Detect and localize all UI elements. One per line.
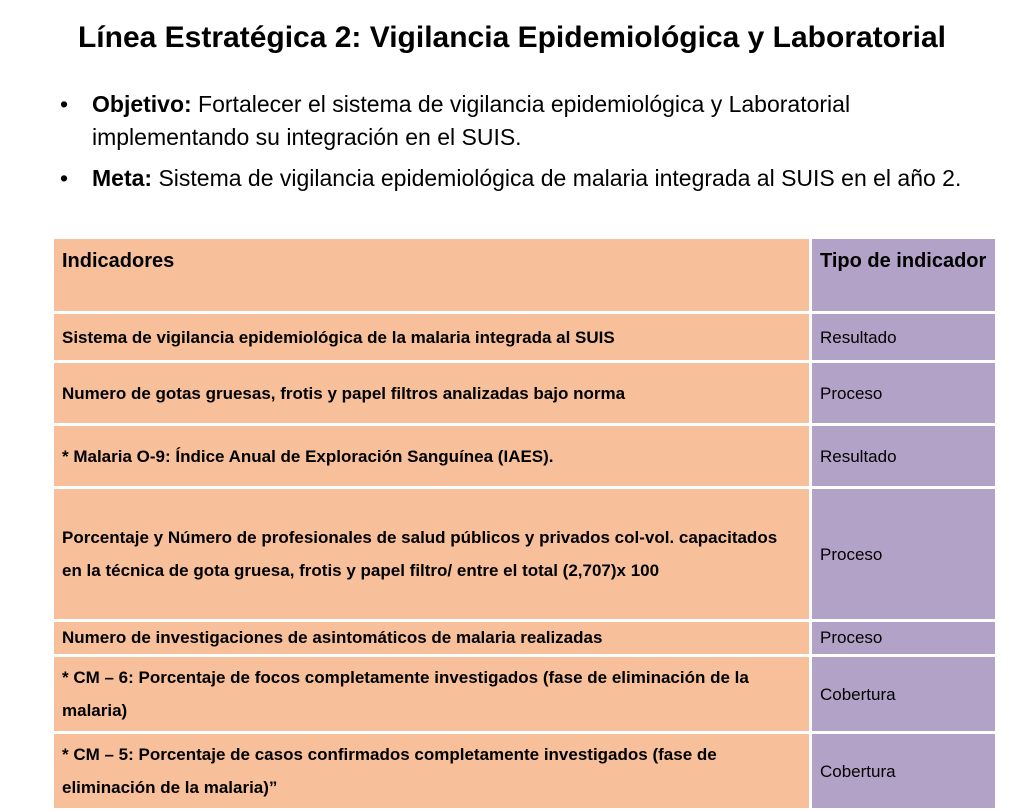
table-row	[53, 656, 997, 733]
bullet-list	[60, 88, 970, 203]
bullet-meta	[60, 162, 970, 195]
indicator-cell: Numero de investigaciones de asintomáticos de malaria realizadas	[53, 621, 811, 656]
bullet-text: Sistema de vigilancia epidemiológica de malaria integrada al SUIS en el año 2.	[152, 165, 962, 191]
type-cell: Proceso	[811, 488, 997, 621]
bullet-dot-icon: •	[60, 91, 69, 117]
indicator-cell: Numero de gotas gruesas, frotis y papel filtros analizadas bajo norma	[53, 362, 811, 425]
indicator-cell: Sistema de vigilancia epidemiológica de la malaria integrada al SUIS	[53, 313, 811, 362]
table-row	[53, 488, 997, 621]
indicators-table	[51, 236, 998, 811]
table-row	[53, 362, 997, 425]
indicator-cell: * Malaria O-9: Índice Anual de Exploración Sanguínea (IAES).	[53, 425, 811, 488]
indicator-cell: * CM – 5: Porcentaje de casos confirmados completamente investigados (fase de eliminación de la malaria)”	[53, 733, 811, 810]
type-cell: Resultado	[811, 313, 997, 362]
type-cell: Resultado	[811, 425, 997, 488]
type-cell: Cobertura	[811, 733, 997, 810]
type-cell: Proceso	[811, 362, 997, 425]
indicator-cell: * CM – 6: Porcentaje de focos completamente investigados (fase de eliminación de la malaria)	[53, 656, 811, 733]
bullet-text: Fortalecer el sistema de vigilancia epidemiológica y Laboratorial implementando su integración en el SUIS.	[92, 91, 851, 150]
header-indicadores: Indicadores	[53, 238, 811, 313]
table-row	[53, 425, 997, 488]
table-header-row	[53, 238, 997, 313]
table-row	[53, 313, 997, 362]
header-tipo-indicador: Tipo de indicador	[811, 238, 997, 313]
slide-title: Línea Estratégica 2: Vigilancia Epidemiológica y Laboratorial	[77, 21, 947, 54]
indicator-cell: Porcentaje y Número de profesionales de salud públicos y privados col-vol. capacitados en la técnica de gota gruesa, frotis y papel filtro/ entre el total (2,707)x 100	[53, 488, 811, 621]
table-row	[53, 621, 997, 656]
bullet-label: Meta:	[92, 165, 153, 191]
bullet-label: Objetivo:	[92, 91, 192, 117]
type-cell: Cobertura	[811, 656, 997, 733]
table-row	[53, 733, 997, 810]
bullet-objetivo	[60, 88, 970, 154]
type-cell: Proceso	[811, 621, 997, 656]
bullet-dot-icon: •	[60, 165, 69, 191]
